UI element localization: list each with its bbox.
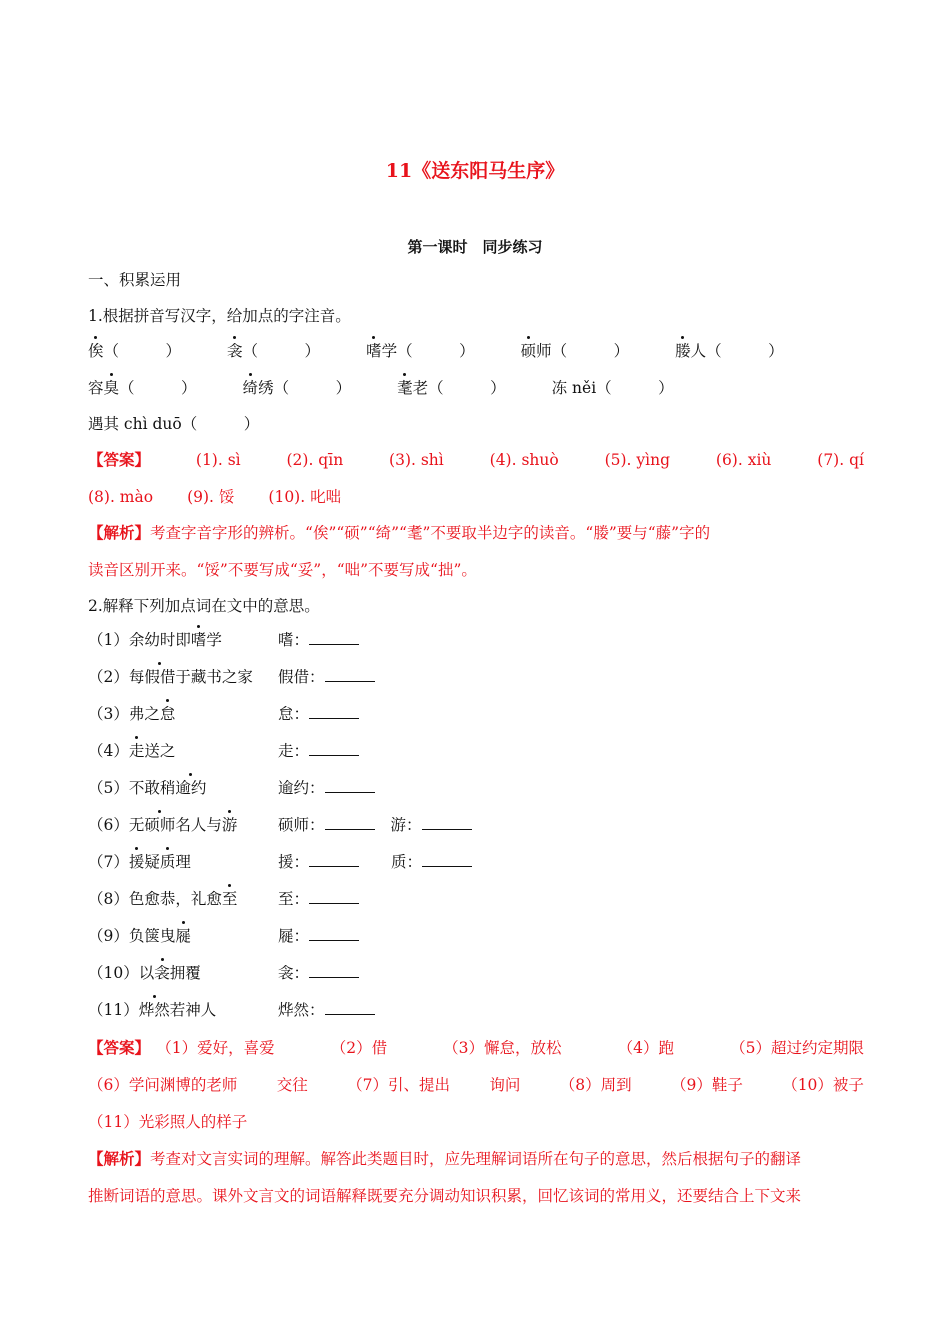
section-heading: 一、积累运用 [88, 271, 182, 289]
dotted-char: 怠 [159, 705, 176, 723]
question-2-item: （2）每假借于藏书之家 假借： [88, 667, 375, 687]
dotted-char: 嗜 [366, 342, 382, 360]
question-2-item: （1）余幼时即嗜学 嗜： [88, 630, 359, 650]
answer-blank[interactable] [309, 630, 359, 645]
pinyin-item: 冻 něi（ ） [551, 379, 674, 397]
question-1-answers-line-1: 【答案】 (1). sì (2). qīn (3). shì (4). shuò (5). yìng (6). xiù (7). qí [88, 450, 864, 469]
dotted-char: 质 [159, 853, 176, 871]
dotted-char: 嗜 [190, 631, 207, 649]
pinyin-item: 俟（ ） [88, 342, 182, 360]
answer-tag: 【答案】 [88, 450, 151, 469]
answer-blank[interactable] [422, 815, 472, 830]
dotted-char: 烨然 [138, 1001, 170, 1019]
answer-blank[interactable] [422, 852, 472, 867]
question-2-analysis-line-2: 推断词语的意思。课外文言文的词语解释既要充分调动知识积累，回忆该词的常用义，还要结合上下文来 [88, 1187, 802, 1205]
dotted-char: 媵 [675, 342, 691, 360]
answer-blank[interactable] [325, 667, 375, 682]
question-2-answers-line-1: 【答案】 （1）爱好，喜爱 （2）借 （3）懈怠，放松 （4）跑 （5）超过约定期限 [88, 1038, 864, 1057]
answer-blank[interactable] [309, 741, 359, 756]
answer-blank[interactable] [325, 815, 375, 830]
question-2-item: （7）援疑质理 援： 质： [88, 852, 472, 872]
answer-tag: 【答案】 [88, 1038, 151, 1057]
question-2-prompt: 2.解释下列加点词在文中的意思。 [88, 597, 320, 615]
question-1-answers-line-2: (8). mào (9). 馁 (10). 叱咄 [88, 488, 342, 506]
dotted-char: 臭 [103, 379, 120, 397]
dotted-char: 硕 [520, 342, 537, 360]
pinyin-item: 媵人（ ） [675, 342, 784, 360]
question-2-item: （9）负箧曳屣 屣： [88, 926, 359, 946]
dotted-char: 假借 [144, 668, 176, 686]
question-2-item: （5）不敢稍逾约 逾约： [88, 778, 375, 798]
question-1-row-2 [88, 378, 674, 398]
pinyin-item: 衾（ ） [227, 342, 321, 360]
document-title: 11《送东阳马生序》 [385, 160, 565, 182]
question-2-item: （6）无硕师名人与游 硕师： 游： [88, 815, 472, 835]
analysis-tag: 【解析】 [88, 523, 151, 542]
answer-blank[interactable] [309, 889, 359, 904]
question-2-item: （11）烨然若神人 烨然： [88, 1000, 375, 1020]
pinyin-item: 绮绣（ ） [242, 379, 352, 397]
answer-blank[interactable] [309, 926, 359, 941]
dotted-char: 至 [221, 890, 238, 908]
document-subtitle: 第一课时 同步练习 [407, 238, 543, 256]
dotted-char: 衾 [154, 964, 170, 982]
question-2-item: （3）弗之怠 怠： [88, 704, 359, 724]
dotted-char: 衾 [227, 342, 243, 360]
dotted-char: 援 [128, 853, 145, 871]
question-2-answers-line-2: （6）学问渊博的老师 交往 （7）引、提出 询问 （8）周到 （9）鞋子 （10）被子 [88, 1076, 864, 1094]
question-1-analysis-line-2: 读音区别开来。“馁”不要写成“妥”，“咄”不要写成“拙”。 [88, 561, 477, 579]
pinyin-item: 容臭（ ） [88, 379, 197, 397]
dotted-char: 屣 [175, 927, 191, 945]
dotted-char: 俟 [88, 342, 104, 360]
question-1-row-1 [88, 341, 784, 361]
question-1-row-3: 遇其 chì duō（ ） [88, 415, 260, 433]
question-2-item: （4）走送之 走： [88, 741, 359, 761]
question-1-prompt: 1.根据拼音写汉字，给加点的字注音。 [88, 307, 351, 325]
dotted-char: 硕师 [144, 816, 176, 834]
dotted-char: 走 [128, 742, 145, 760]
answer-blank[interactable] [325, 1000, 375, 1015]
question-2-analysis-line-1: 【解析】考查对文言实词的理解。解答此类题目时，应先理解词语所在句子的意思，然后根据句子的翻译 [88, 1149, 802, 1168]
question-1-analysis-line-1: 【解析】考查字音字形的辨析。“俟”“硕”“绮”“耄”不要取半边字的读音。“媵”要与“藤”字的 [88, 523, 711, 542]
question-2-answers-line-3: （11）光彩照人的样子 [88, 1113, 248, 1131]
answer-blank[interactable] [309, 704, 359, 719]
dotted-char: 绮 [242, 379, 259, 397]
question-2-item: （8）色愈恭，礼愈至 至： [88, 889, 359, 909]
pinyin-item: 嗜学（ ） [366, 342, 475, 360]
pinyin-item: 硕师（ ） [520, 342, 630, 360]
dotted-char: 耄 [397, 379, 413, 397]
dotted-char: 逾约 [175, 779, 207, 797]
question-2-item: （10）以衾拥覆 衾： [88, 963, 359, 983]
pinyin-item: 耄老（ ） [397, 379, 506, 397]
answer-blank[interactable] [325, 778, 375, 793]
answer-blank[interactable] [309, 852, 359, 867]
dotted-char: 游 [221, 816, 238, 834]
analysis-tag: 【解析】 [88, 1149, 151, 1168]
answer-blank[interactable] [309, 963, 359, 978]
